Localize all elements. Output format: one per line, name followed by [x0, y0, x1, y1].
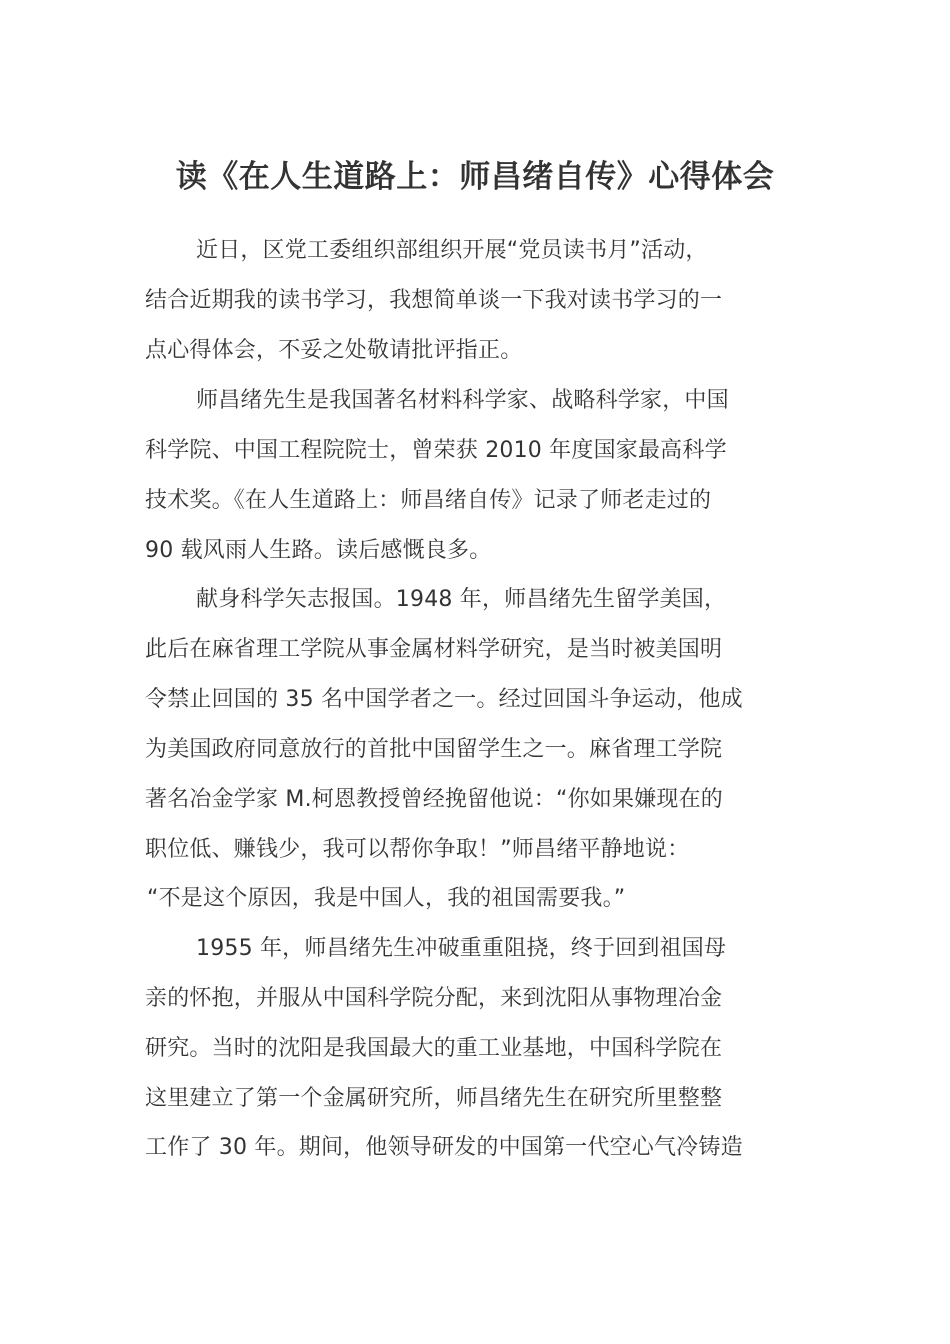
paragraph-line: 科学院、中国工程院院士，曾荣获 2010 年度国家最高科学: [145, 438, 727, 463]
paragraph-line: 献身科学矢志报国。1948 年，师昌绪先生留学美国，: [196, 587, 727, 612]
paragraph-line: 结合近期我的读书学习，我想简单谈一下我对读书学习的一: [145, 288, 723, 313]
paragraph-line: 职位低、赚钱少，我可以帮你争取！”师昌绪平静地说：: [145, 837, 690, 862]
paragraph-line: 著名冶金学家 M.柯恩教授曾经挽留他说：“你如果嫌现在的: [145, 787, 723, 812]
paragraph-line: 亲的怀抱，并服从中国科学院分配，来到沈阳从事物理冶金: [145, 986, 723, 1011]
paragraph-line: 近日，区党工委组织部组织开展“党员读书月”活动，: [196, 238, 708, 263]
document-title: 读《在人生道路上：师昌绪自传》心得体会: [175, 159, 775, 195]
paragraph-line: 为美国政府同意放行的首批中国留学生之一。麻省理工学院: [145, 737, 723, 762]
paragraph-line: 技术奖。《在人生道路上：师昌绪自传》记录了师老走过的: [145, 488, 712, 513]
paragraph-line: 工作了 30 年。期间，他领导研发的中国第一代空心气冷铸造: [145, 1135, 743, 1160]
paragraph-line: 90 载风雨人生路。读后感慨良多。: [145, 538, 492, 563]
paragraph-line: 这里建立了第一个金属研究所，师昌绪先生在研究所里整整: [145, 1086, 723, 1111]
paragraph-line: 点心得体会，不妥之处敬请批评指正。: [145, 338, 523, 363]
paragraph-line: 1955 年，师昌绪先生冲破重重阻挠，终于回到祖国母: [196, 936, 727, 961]
paragraph-line: 师昌绪先生是我国著名材料科学家、战略科学家，中国: [196, 388, 729, 413]
paragraph-line: 此后在麻省理工学院从事金属材料学研究，是当时被美国明: [145, 637, 723, 662]
paragraph-line: 研究。当时的沈阳是我国最大的重工业基地，中国科学院在: [145, 1036, 723, 1061]
paragraph-line: “不是这个原因，我是中国人，我的祖国需要我。”: [147, 886, 626, 911]
paragraph-line: 令禁止回国的 35 名中国学者之一。经过回国斗争运动，他成: [145, 687, 743, 712]
